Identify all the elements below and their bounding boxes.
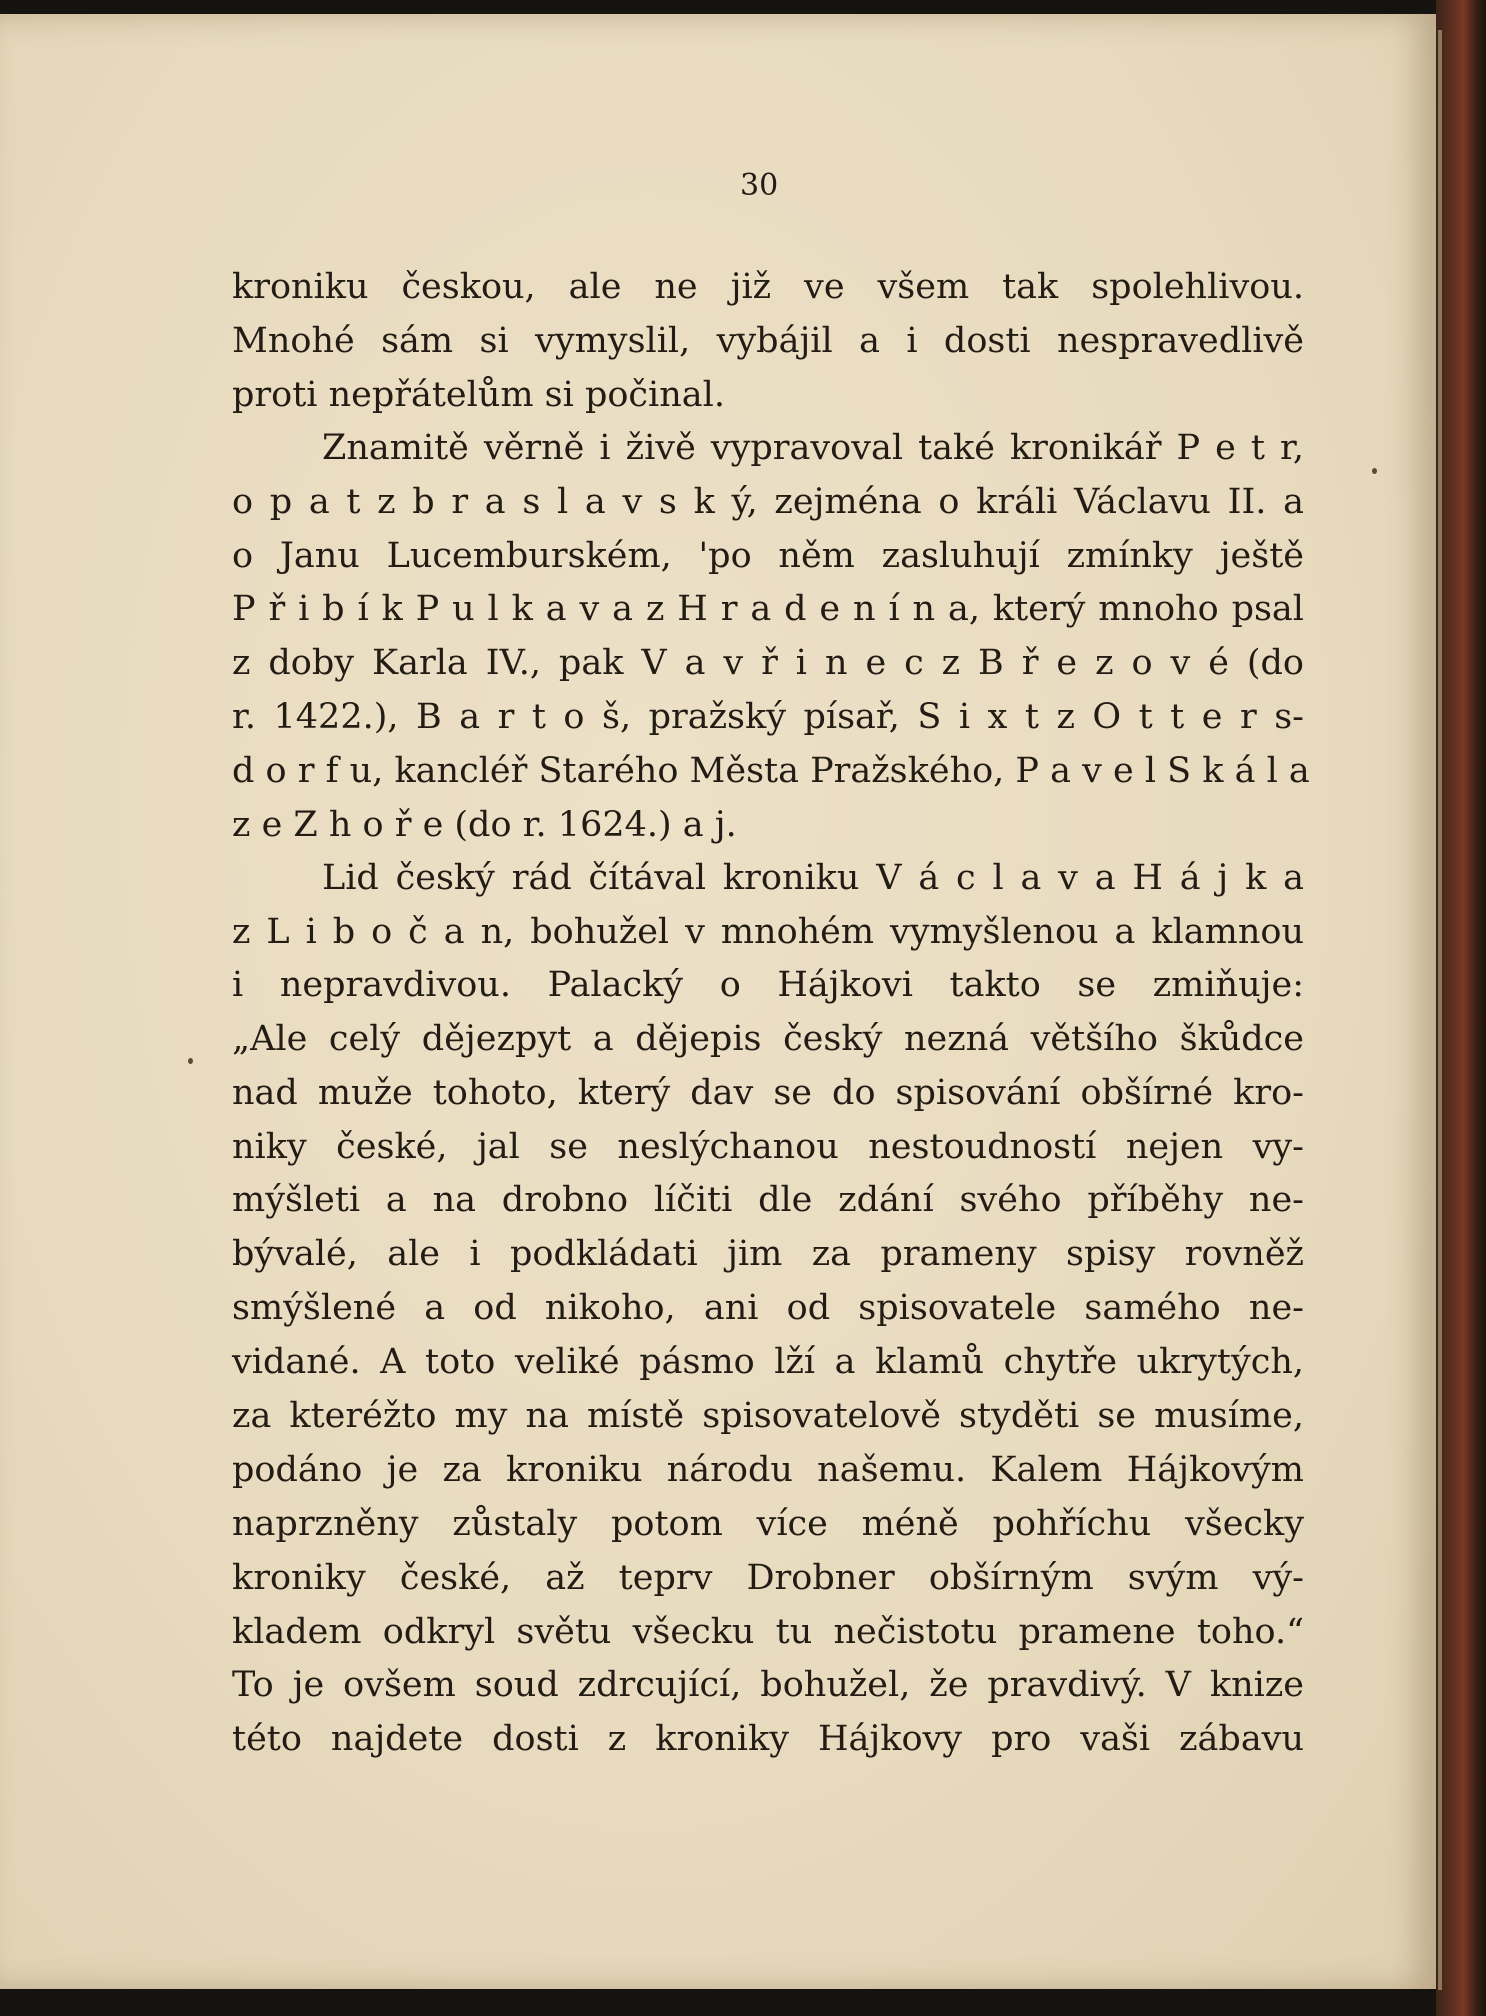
text-line-26: kladem odkryl světu všecku tu nečistotu pramene toho.“ (232, 1612, 1304, 1652)
text-line-6: o Janu Lucemburském, 'po něm zasluhují zmínky ještě (232, 536, 1304, 576)
text-line-2: Mnohé sám si vymyslil, vybájil a i dosti nespravedlivě (232, 321, 1304, 361)
text-line-7: P ř i b í k P u l k a v a z H r a d e n í n a, který mnoho psal (232, 589, 1304, 629)
text-line-18: mýšleti a na drobno líčiti dle zdání svého příběhy ne- (232, 1180, 1304, 1220)
text-line-24: naprzněny zůstaly potom více méně pohříchu všecky (232, 1504, 1304, 1544)
text-line-21: vidané. A toto veliké pásmo lží a klamů chytře ukrytých, (232, 1342, 1304, 1382)
text-line-10: d o r f u, kancléř Starého Města Pražského, P a v e l S k á l a (232, 751, 1310, 791)
text-line-1: kroniku českou, ale ne již ve všem tak spolehlivou. (232, 267, 1304, 307)
text-line-12: Lid český rád čítával kroniku V á c l a v a H á j k a (322, 858, 1304, 898)
text-line-19: bývalé, ale i podkládati jim za prameny spisy rovněž (232, 1234, 1304, 1274)
text-line-15: „Ale celý dějezpyt a dějepis český nezná většího škůdce (232, 1019, 1304, 1059)
text-line-13: z L i b o č a n, bohužel v mnohém vymyšlenou a klamnou (232, 912, 1304, 952)
text-line-25: kroniky české, až teprv Drobner obšírným svým vý- (232, 1558, 1304, 1598)
text-line-8: z doby Karla IV., pak V a v ř i n e c z B ř e z o v é (do (232, 643, 1304, 683)
page-number: 30 (740, 168, 779, 203)
page-edge-line (1438, 30, 1442, 1990)
text-line-9: r. 1422.), B a r t o š, pražský písař, S i x t z O t t e r s- (232, 697, 1304, 737)
text-line-11: z e Z h o ř e (do r. 1624.) a j. (232, 805, 737, 845)
text-line-20: smýšlené a od nikoho, ani od spisovatele samého ne- (232, 1288, 1304, 1328)
text-line-3: proti nepřátelům si počinal. (232, 375, 725, 415)
text-line-14: i nepravdivou. Palacký o Hájkovi takto se zmiňuje: (232, 965, 1304, 1005)
text-line-5: o p a t z b r a s l a v s k ý, zejména o králi Václavu II. a (232, 482, 1304, 522)
text-line-17: niky české, jal se neslýchanou nestoudností nejen vy- (232, 1127, 1304, 1167)
book-spine-edge (1436, 0, 1486, 2016)
text-line-27: To je ovšem soud zdrcující, bohužel, že pravdivý. V knize (232, 1665, 1304, 1705)
paper-speck (188, 1058, 193, 1064)
text-line-4: Znamitě věrně i živě vypravoval také kronikář P e t r, (322, 428, 1304, 468)
text-line-28: této najdete dosti z kroniky Hájkovy pro vaši zábavu (232, 1719, 1304, 1759)
text-line-22: za kteréžto my na místě spisovatelově styděti se musíme, (232, 1396, 1304, 1436)
text-line-23: podáno je za kroniku národu našemu. Kalem Hájkovým (232, 1450, 1304, 1490)
paper-speck (1372, 468, 1377, 474)
text-line-16: nad muže tohoto, který dav se do spisování obšírné kro- (232, 1073, 1304, 1113)
